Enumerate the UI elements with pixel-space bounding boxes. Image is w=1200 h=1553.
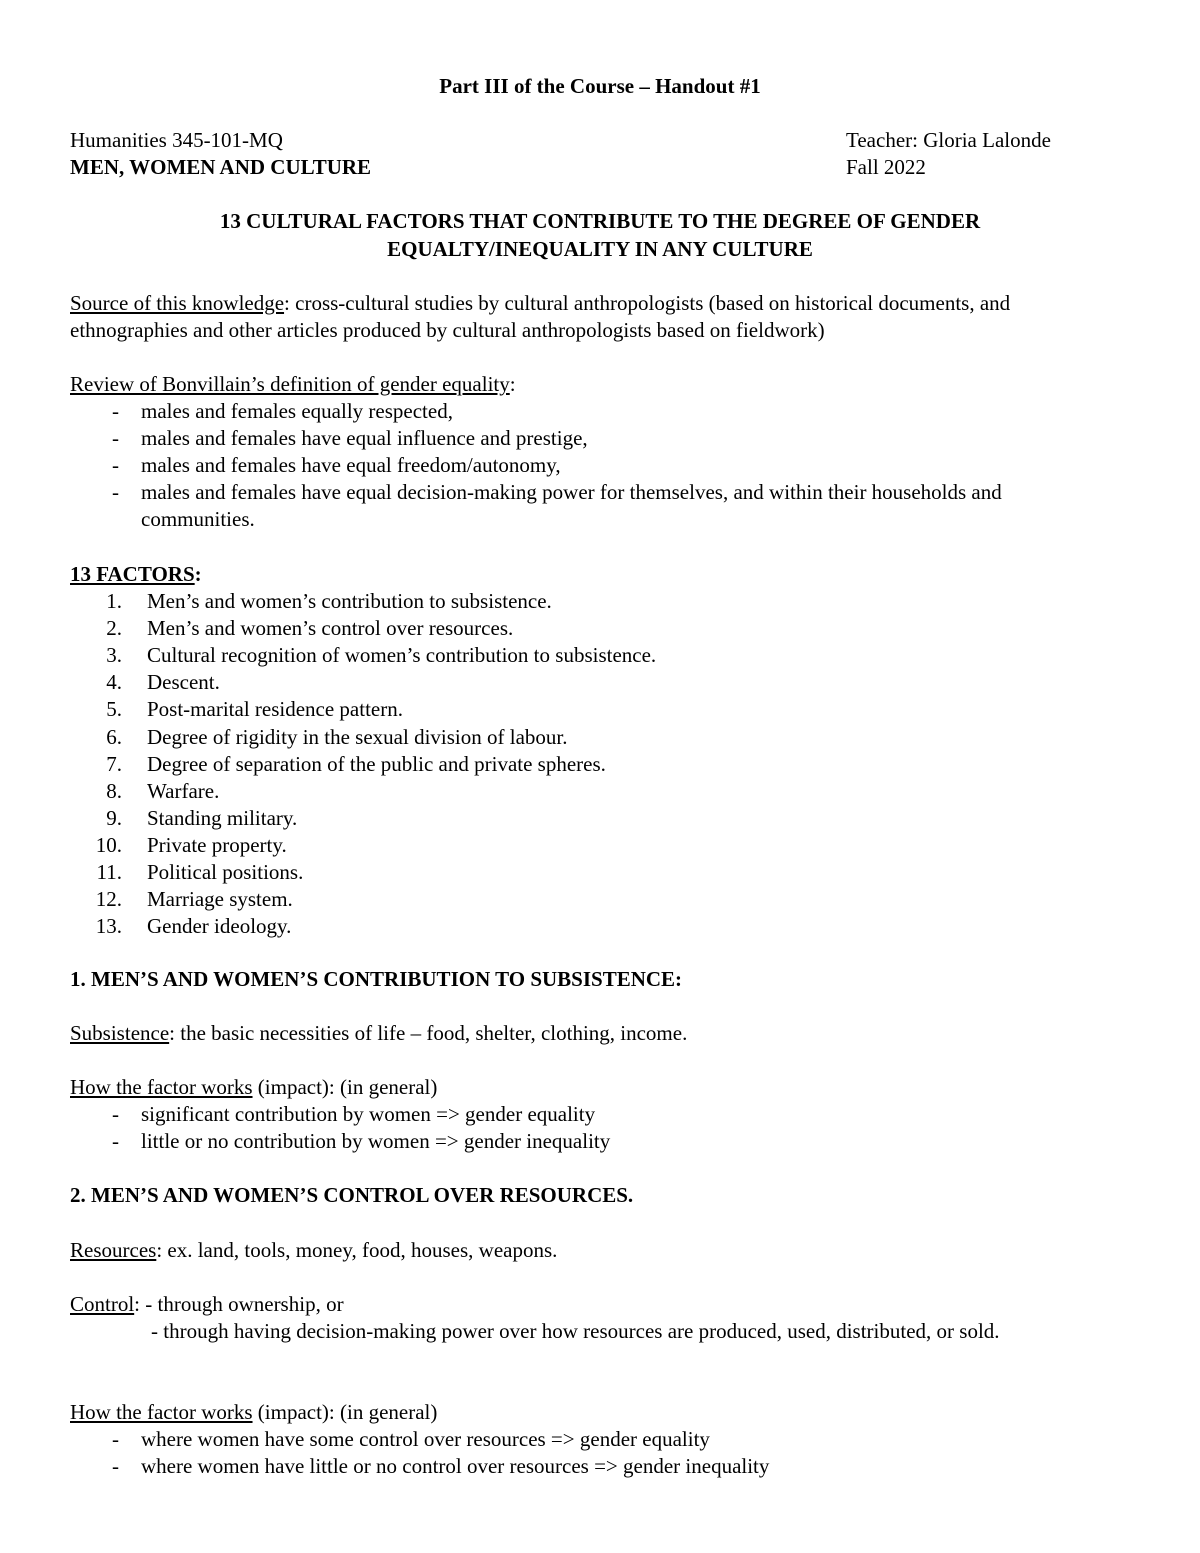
source-paragraph bbox=[70, 290, 1010, 317]
handout-title: Part III of the Course – Handout #1 bbox=[439, 74, 761, 98]
factor-text: Men’s and women’s contribution to subsistence. bbox=[147, 589, 552, 613]
term: Fall 2022 bbox=[846, 155, 926, 179]
review-label: Review of Bonvillain’s definition of gender equality bbox=[70, 372, 510, 396]
course-code: Humanities 345-101-MQ bbox=[70, 128, 283, 152]
factor-number: 2. bbox=[106, 616, 122, 641]
factor-text: Standing military. bbox=[147, 805, 298, 830]
main-title-line1: 13 CULTURAL FACTORS THAT CONTRIBUTE TO THE DEGREE OF GENDER bbox=[219, 209, 981, 233]
factor-text: Political positions. bbox=[147, 860, 304, 884]
section1-how-it-works: How the factor works (impact): (in general) bbox=[70, 1075, 438, 1099]
section2-how-it-works: How the factor works (impact): (in general) bbox=[70, 1400, 438, 1424]
review-colon: : bbox=[509, 372, 516, 396]
factor-text: Post-marital residence pattern. bbox=[147, 697, 403, 722]
main-title-line2: EQUALTY/INEQUALITY IN ANY CULTURE bbox=[387, 237, 813, 261]
source-text-line2: ethnographies and other articles produced by cultural anthropologists based on fieldwork) bbox=[70, 318, 825, 342]
control-definition-cont: - through having decision-making power over how resources are produced, used, distributed, or sold. bbox=[151, 1319, 1000, 1343]
factor-text: Descent. bbox=[147, 670, 220, 695]
factor-number: 11. bbox=[96, 860, 122, 884]
factor-number: 1. bbox=[106, 589, 122, 613]
factor-text: Private property. bbox=[147, 832, 287, 857]
factor-number: 10. bbox=[95, 832, 122, 857]
subsistence-definition: Subsistence: the basic necessities of life – food, shelter, clothing, income. bbox=[70, 1021, 688, 1045]
factor-text: Warfare. bbox=[147, 778, 220, 803]
factor-number: 3. bbox=[106, 643, 122, 668]
factor-text: Degree of rigidity in the sexual division of labour. bbox=[147, 724, 568, 749]
factor-number: 8. bbox=[106, 778, 122, 803]
factor-number: 7. bbox=[106, 751, 122, 776]
factor-number: 4. bbox=[106, 670, 122, 695]
review-heading bbox=[70, 371, 516, 398]
teacher-name: Teacher: Gloria Lalonde bbox=[846, 128, 1051, 152]
source-text-line1: : cross-cultural studies by cultural anthropologists (based on historical documents, and bbox=[284, 291, 1011, 315]
control-definition: Control: - through ownership, or bbox=[70, 1292, 344, 1316]
factor-number: 9. bbox=[106, 805, 122, 830]
factors-heading: 13 FACTORS: bbox=[70, 562, 202, 586]
factor-number: 6. bbox=[106, 724, 122, 749]
factor-text: Degree of separation of the public and private spheres. bbox=[147, 751, 606, 776]
source-label: Source of this knowledge bbox=[70, 291, 285, 315]
factor-text: Marriage system. bbox=[147, 887, 293, 912]
factor-number: 13. bbox=[95, 914, 122, 939]
factor-text: Men’s and women’s control over resources. bbox=[147, 616, 514, 641]
section1-heading: 1. MEN’S AND WOMEN’S CONTRIBUTION TO SUBSISTENCE: bbox=[70, 967, 683, 991]
factor-text: Cultural recognition of women’s contribution to subsistence. bbox=[147, 643, 657, 668]
course-name: MEN, WOMEN AND CULTURE bbox=[70, 155, 372, 179]
handout-page: Part III of the Course – Handout #1 Humanities 345-101-MQ Teacher: Gloria Lalonde MEN, WOMEN AND CULTURE Fall 2022 13 CULTURAL FACTORS THAT CONTRIBUTE TO THE DEGREE OF GENDER EQUALTY/INEQUALITY IN ANY CULTURE Source of this knowledge: cross-cultural studies by cultural anthropologists (based on historical documents, and ethnographies and other articles produced by cultural anthropologists based on fieldwork) Review of Bonvillain’s definition of gender equality: - males and females equally respected, - males and females have equal influence and prestige, - males and females have equal freedom/autonomy, - males and females have equal decision-making power for themselves, and within their households and communities. 13 FACTORS: 1. Men’s and women’s contribution to subsistence. 2. Men’s and women’s control over resources. 3. Cultural recognition of women’s contribution to subsistence. 4. Descent. 5. Post-marital residence pattern. 6. Degree of rigidity in the sexual division of labour. 7. Degree of separation of the public and private spheres. 8. Warfare. 9. Standing military. 10. Private property. 11. Political positions. 12. Marriage system. 13. Gender ideology. 1. MEN’S AND WOMEN’S CONTRIBUTION TO SUBSISTENCE: Subsistence: the basic necessities of life – food, shelter, clothing, income. How the factor works (impact): (in general) - significant contribution by women => gender equality - little or no contribution by women => gender inequality 2. MEN’S AND WOMEN’S CONTROL OVER RESOURCES. Resources: ex. land, tools, money, food, houses, weapons. Control: - through ownership, or - through having decision-making power over how resources are produced, used, distributed, or sold. How the factor works (impact): (in general) - where women have some control over resources => gender equality - where women have little or no control over resources => gender inequality bbox=[0, 0, 1200, 1553]
section2-heading: 2. MEN’S AND WOMEN’S CONTROL OVER RESOURCES. bbox=[70, 1183, 634, 1207]
factor-number: 5. bbox=[106, 697, 122, 722]
list-item-continuation: communities. bbox=[141, 507, 255, 531]
factor-number: 12. bbox=[95, 887, 122, 912]
factor-text: Gender ideology. bbox=[147, 914, 292, 939]
resources-definition: Resources: ex. land, tools, money, food, houses, weapons. bbox=[70, 1238, 558, 1262]
